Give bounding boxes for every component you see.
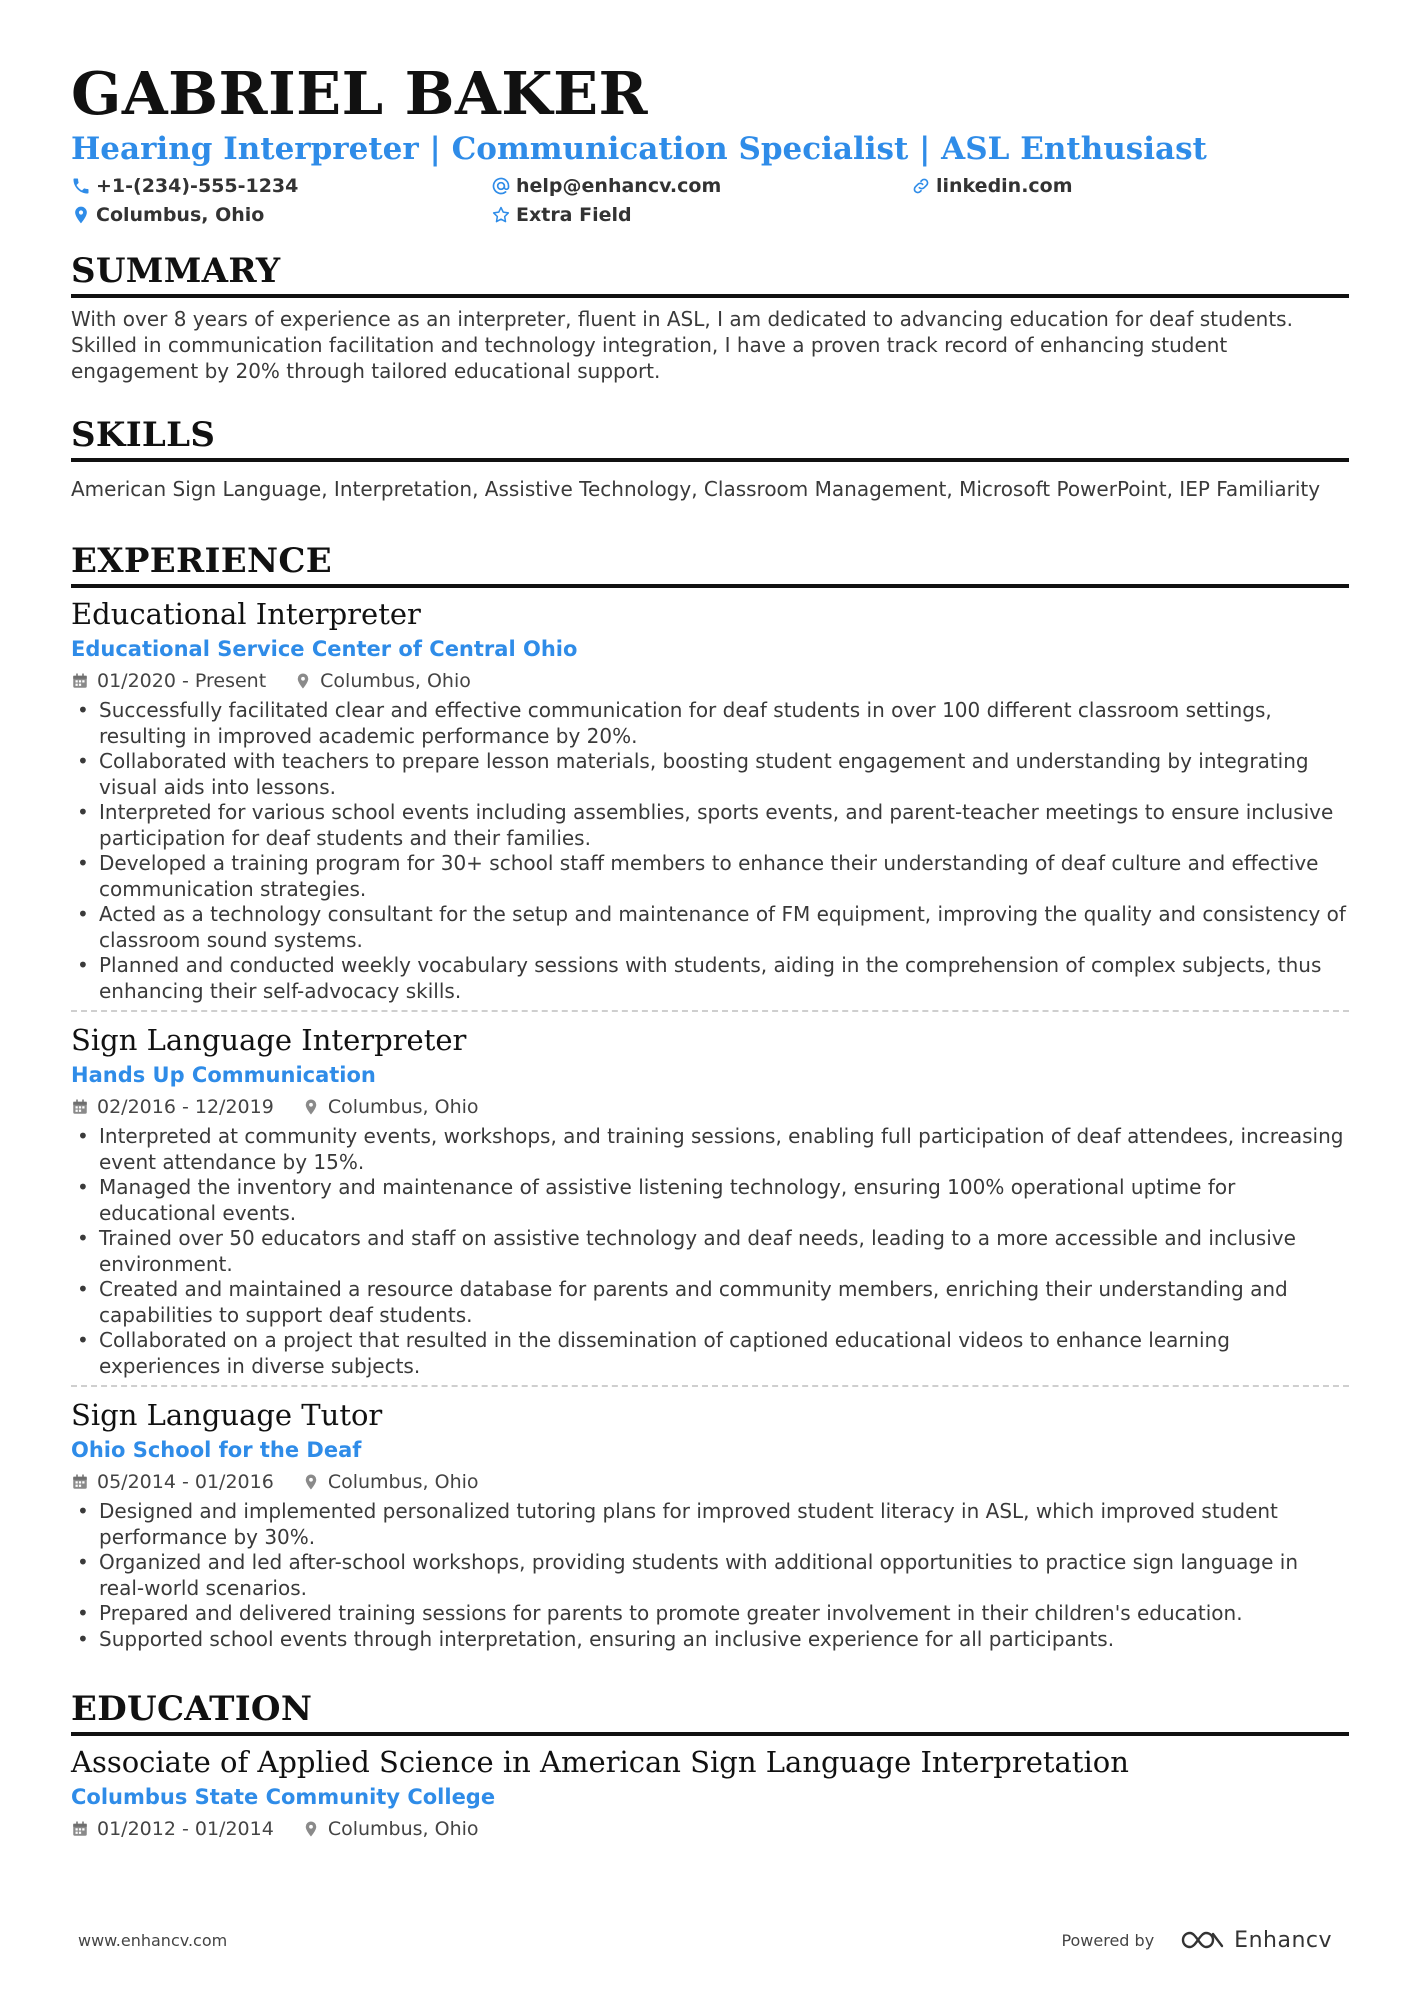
enhancv-logo[interactable] (1180, 1928, 1332, 1953)
contact-email[interactable] (491, 172, 911, 199)
summary-section (71, 250, 1349, 384)
star-icon (491, 205, 511, 225)
list-item: • Managed the inventory and maintenance of assistive listening technology, ensuring 100% operational uptime for educational events. (71, 1175, 1349, 1226)
job-entry (71, 594, 1349, 1004)
education-section (71, 1688, 1349, 1844)
education-meta (71, 1814, 1349, 1844)
summary-title: SUMMARY (71, 250, 1349, 298)
powered-by-text: Powered by (1061, 1930, 1155, 1950)
location-text: Columbus, Ohio (96, 203, 265, 226)
candidate-name: GABRIEL BAKER (71, 59, 649, 128)
job-divider (71, 1385, 1349, 1387)
link-icon (911, 176, 931, 196)
list-item: • Developed a training program for 30+ school staff members to enhance their understanding of deaf culture and effective communication strategies. (71, 851, 1349, 902)
enhancv-logo-icon (1180, 1928, 1226, 1952)
job-entry (71, 1395, 1349, 1652)
company-name: Educational Service Center of Central Ohio (71, 637, 578, 661)
school-name: Columbus State Community College (71, 1785, 496, 1809)
map-pin-icon (302, 1820, 320, 1838)
map-pin-icon (302, 1473, 320, 1491)
company-name: Ohio School for the Deaf (71, 1438, 362, 1462)
footer-branding (1061, 1928, 1332, 1953)
job-location: Columbus, Ohio (320, 670, 471, 692)
contact-extra (491, 201, 911, 228)
job-dates: 02/2016 - 12/2019 (97, 1096, 274, 1118)
phone-text: +1-(234)-555-1234 (96, 174, 299, 197)
list-item: • Collaborated on a project that resulted in the dissemination of captioned educational videos to enhance learning experiences in diverse subjects. (71, 1328, 1349, 1379)
job-entry (71, 1020, 1349, 1379)
list-item: • Prepared and delivered training sessions for parents to promote greater involvement in their children's education. (71, 1601, 1349, 1627)
education-title: EDUCATION (71, 1688, 1349, 1736)
linkedin-text: linkedin.com (936, 174, 1073, 197)
job-location: Columbus, Ohio (327, 1096, 479, 1118)
contact-linkedin[interactable] (911, 172, 1331, 199)
map-pin-icon (71, 205, 91, 225)
education-dates: 01/2012 - 01/2014 (97, 1818, 274, 1840)
list-item: • Interpreted at community events, workshops, and training sessions, enabling full participation of deaf attendees, increasing event attendance by 15%. (71, 1124, 1349, 1175)
list-item: • Acted as a technology consultant for the setup and maintenance of FM equipment, improving the quality and consistency of classroom sound systems. (71, 902, 1349, 953)
job-bullets (71, 698, 1349, 1004)
headline: Hearing Interpreter | Communication Specialist | ASL Enthusiast (71, 131, 1207, 167)
calendar-icon (71, 1098, 89, 1116)
job-meta (71, 1092, 1349, 1122)
skills-text: American Sign Language, Interpretation, Assistive Technology, Classroom Management, Microsoft PowerPoint, IEP Familiarity (71, 477, 1321, 501)
skills-section (71, 414, 1349, 502)
job-dates: 01/2020 - Present (97, 670, 267, 692)
job-bullets (71, 1124, 1349, 1379)
calendar-icon (71, 1473, 89, 1491)
job-location: Columbus, Ohio (327, 1471, 479, 1493)
list-item: • Planned and conducted weekly vocabulary sessions with students, aiding in the comprehension of complex subjects, thus enhancing their self-advocacy skills. (71, 953, 1349, 1004)
skills-title: SKILLS (71, 414, 1349, 462)
map-pin-icon (302, 1098, 320, 1116)
list-item: • Designed and implemented personalized tutoring plans for improved student literacy in ASL, which improved student performance by 30%. (71, 1499, 1349, 1550)
experience-title: EXPERIENCE (71, 540, 1349, 588)
summary-text: With over 8 years of experience as an interpreter, fluent in ASL, I am dedicated to advancing education for deaf students. Skilled in communication facilitation and technology integration, I have a proven track record of enhancing student engagement by 20% through tailored educational support. (71, 307, 1293, 383)
calendar-icon (71, 672, 89, 690)
degree-title: Associate of Applied Science in American Sign Language Interpretation (71, 1745, 1129, 1779)
header (71, 58, 1349, 228)
job-meta (71, 1467, 1349, 1497)
at-icon (491, 176, 511, 196)
list-item: • Trained over 50 educators and staff on assistive technology and deaf needs, leading to a more accessible and inclusive environment. (71, 1226, 1349, 1277)
company-name: Hands Up Communication (71, 1063, 376, 1087)
contact-list (71, 172, 1349, 228)
job-meta (71, 666, 1349, 696)
experience-section (71, 540, 1349, 1652)
contact-location (71, 201, 491, 228)
map-pin-icon (294, 672, 312, 690)
list-item: • Organized and led after-school workshops, providing students with additional opportunities to practice sign language in real-world scenarios. (71, 1550, 1349, 1601)
calendar-icon (71, 1820, 89, 1838)
resume-page (71, 58, 1349, 1844)
job-title: Sign Language Interpreter (71, 1023, 467, 1057)
list-item: • Collaborated with teachers to prepare lesson materials, boosting student engagement and understanding by integrating visual aids into lessons. (71, 749, 1349, 800)
list-item: • Supported school events through interpretation, ensuring an inclusive experience for all participants. (71, 1627, 1349, 1653)
phone-icon (71, 176, 91, 196)
contact-phone[interactable] (71, 172, 491, 199)
extra-text: Extra Field (516, 203, 632, 226)
job-title: Sign Language Tutor (71, 1398, 383, 1432)
brand-name: Enhancv (1234, 1927, 1332, 1953)
email-text: help@enhancv.com (516, 174, 722, 197)
job-bullets (71, 1499, 1349, 1652)
footer (78, 1925, 1332, 1955)
job-dates: 05/2014 - 01/2016 (97, 1471, 274, 1493)
list-item: • Interpreted for various school events including assemblies, sports events, and parent-teacher meetings to ensure inclusive participation for deaf students and their families. (71, 800, 1349, 851)
education-location: Columbus, Ohio (327, 1818, 479, 1840)
list-item: • Created and maintained a resource database for parents and community members, enriching their understanding and capabilities to support deaf students. (71, 1277, 1349, 1328)
footer-website[interactable]: www.enhancv.com (78, 1930, 228, 1950)
job-divider (71, 1010, 1349, 1012)
list-item: • Successfully facilitated clear and effective communication for deaf students in over 100 different classroom settings, resulting in improved academic performance by 20%. (71, 698, 1349, 749)
job-title: Educational Interpreter (71, 597, 421, 631)
